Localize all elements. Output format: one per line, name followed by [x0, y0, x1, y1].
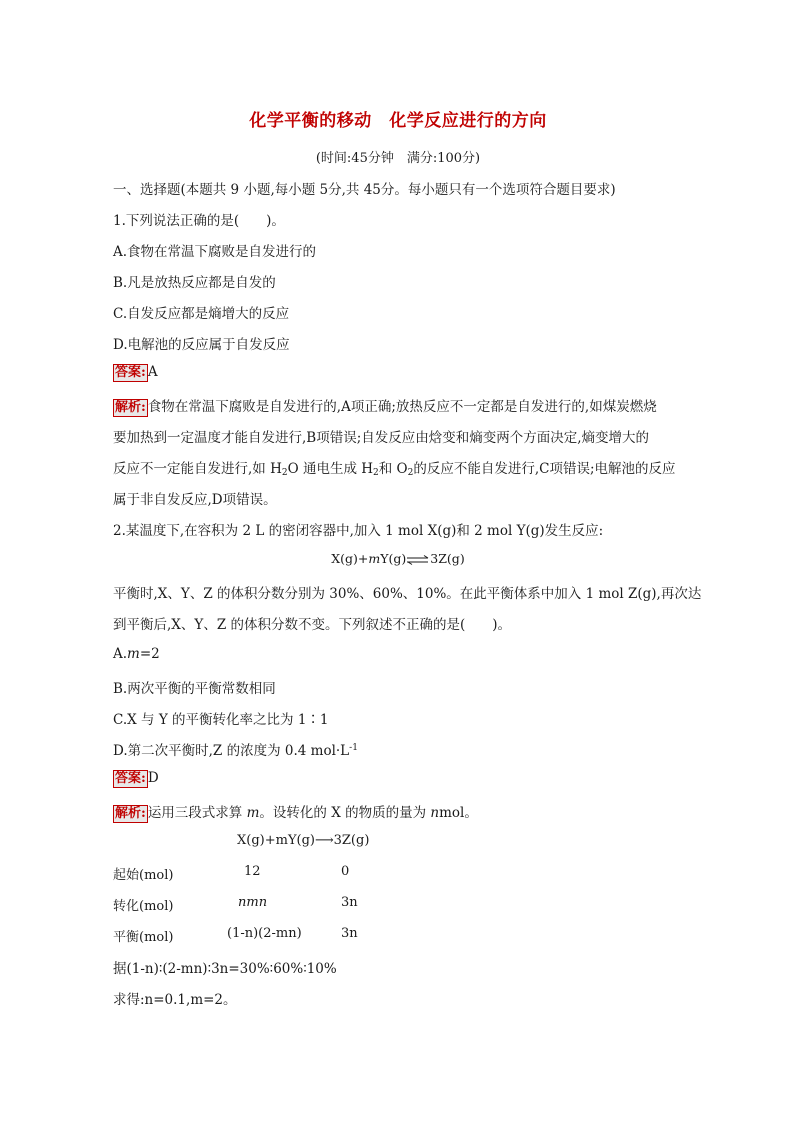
- table-row-label: 起始(mol): [113, 868, 174, 883]
- question-1-stem: 1.下列说法正确的是( )。: [113, 213, 285, 229]
- q1-option-a: A.食物在常温下腐败是自发进行的: [113, 244, 317, 260]
- answer-label: 答案:: [115, 771, 146, 786]
- analysis-label: 解析:: [115, 400, 146, 415]
- q1-option-d: D.电解池的反应属于自发反应: [113, 337, 290, 353]
- q1-answer: [113, 364, 158, 382]
- exam-info: (时间:45分钟 满分:100分): [315, 151, 481, 166]
- equilibrium-arrow-icon: [406, 555, 430, 565]
- ratio-equation: 据(1-n)∶(2-mn)∶3n=30%∶60%∶10%: [113, 961, 337, 977]
- q1-answer-value: A: [147, 364, 158, 380]
- q2-paragraph-2: 到平衡后,X、Y、Z 的体积分数不变。下列叙述不正确的是( )。: [113, 617, 512, 633]
- q1-option-c: C.自发反应都是熵增大的反应: [113, 306, 290, 322]
- q1-option-b: B.凡是放热反应都是自发的: [113, 275, 276, 291]
- q2-analysis-intro: 解析: 运用三段式求算 m。设转化的 X 的物质的量为 nmol。: [115, 805, 478, 821]
- section-heading: 一、选择题(本题共 9 小题,每小题 5分,共 45分。每小题只有一个选项符合题目要求): [113, 182, 616, 198]
- q2-option-c: C.X 与 Y 的平衡转化率之比为 1∶1: [113, 712, 329, 728]
- q1-analysis-line-2: 要加热到一定温度才能自发进行,B项错误;自发反应由焓变和熵变两个方面决定,熵变增大的: [113, 430, 650, 446]
- page-title: 化学平衡的移动 化学反应进行的方向: [249, 111, 547, 131]
- table-cell: 0: [341, 864, 350, 879]
- q2-paragraph-1: 平衡时,X、Y、Z 的体积分数分别为 30%、60%、10%。在此平衡体系中加入 1 mol Z(g),再次达: [113, 586, 702, 602]
- question-2-stem: 2.某温度下,在容积为 2 L 的密闭容器中,加入 1 mol X(g)和 2 mol Y(g)发生反应:: [113, 523, 604, 539]
- table-cell: (1-n)(2-mn): [227, 926, 302, 941]
- q2-option-a: A.m=2: [113, 646, 160, 662]
- q1-analysis-line-4: 属于非自发反应,D项错误。: [113, 492, 277, 508]
- q1-analysis-line-1: 解析: 食物在常温下腐败是自发进行的,A项正确;放热反应不一定都是自发进行的,如煤炭燃烧: [115, 399, 657, 415]
- table-row-label: 转化(mol): [113, 899, 174, 914]
- q2-option-b: B.两次平衡的平衡常数相同: [113, 681, 276, 697]
- result-line: 求得:n=0.1,m=2。: [113, 992, 237, 1008]
- table-cell: 3n: [341, 895, 358, 910]
- answer-label: 答案:: [115, 365, 146, 380]
- analysis-label: 解析:: [115, 806, 146, 821]
- table-cell: 3n: [341, 926, 358, 941]
- table-cell: nmn: [238, 895, 268, 910]
- table-header-equation: X(g)+mY(g)⟶3Z(g): [237, 833, 370, 848]
- table-cell: 12: [244, 864, 261, 879]
- q1-analysis-line-3: 反应不一定能自发进行,如 $H_2O$ 通电生成 $H_2$和 $O_2$的反应不能自发进行,C项错误;电解池的反应: [113, 461, 676, 478]
- q2-option-d: D.第二次平衡时,Z 的浓度为 0.4 $mol\cdot L^{-1}$: [113, 743, 358, 759]
- q2-answer: [113, 770, 159, 788]
- q2-answer-value: D: [147, 770, 159, 786]
- reaction-equation: X(g)+mY(g) 3Z(g): [331, 551, 465, 566]
- table-row-label: 平衡(mol): [113, 930, 174, 945]
